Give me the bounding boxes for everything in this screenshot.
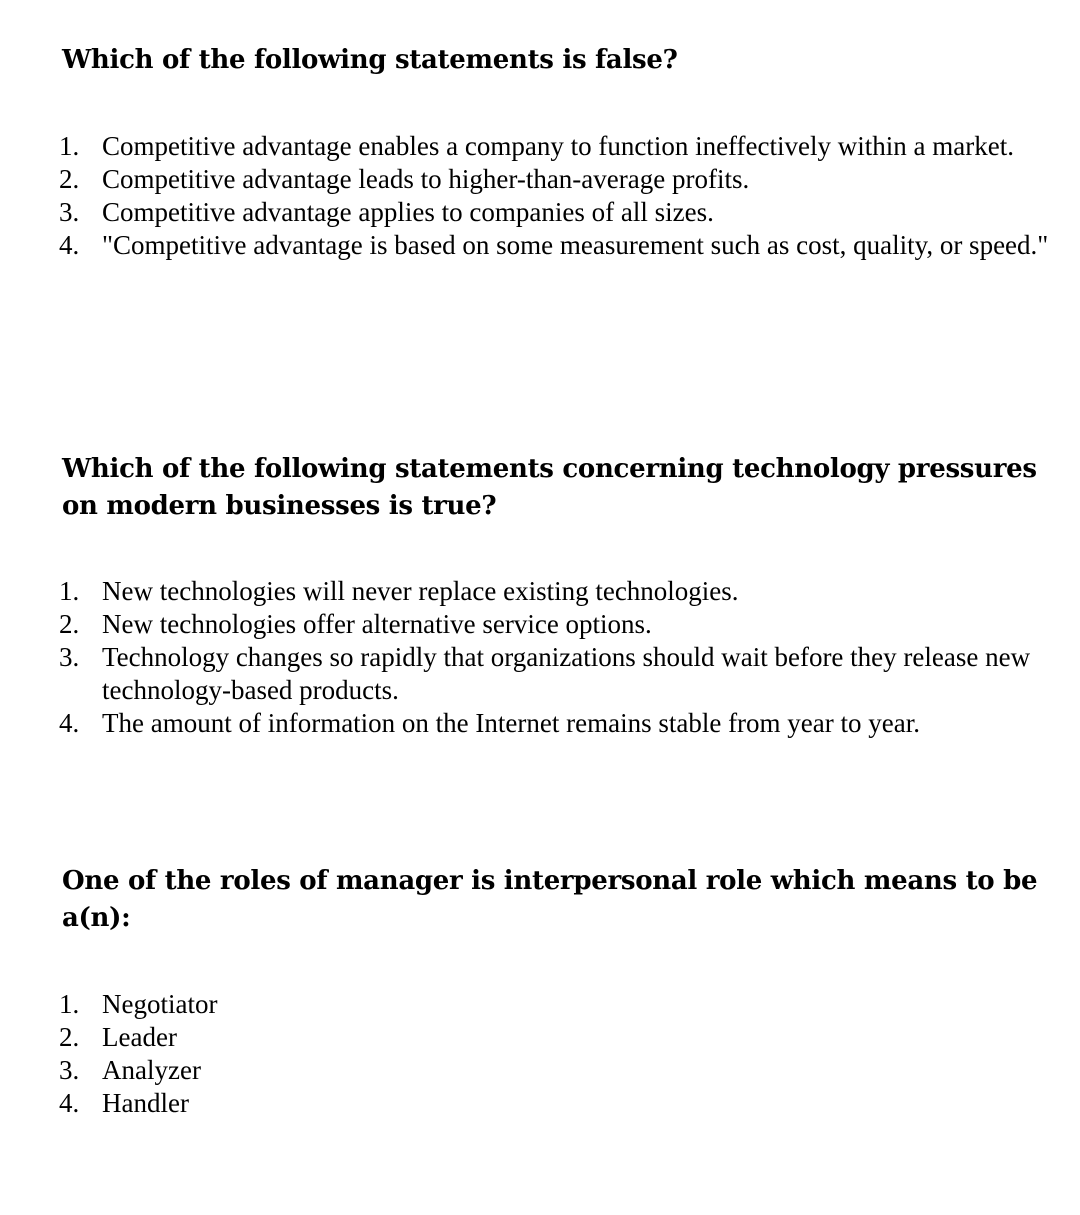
- option-text: Leader: [102, 1022, 177, 1052]
- option-item: [59, 641, 1078, 707]
- option-item: [59, 1054, 1078, 1087]
- option-number: 1.: [59, 131, 80, 161]
- option-text: Competitive advantage applies to companies of all sizes.: [102, 197, 714, 227]
- option-text: Negotiator: [102, 989, 218, 1019]
- option-text: "Competitive advantage is based on some measurement such as cost, quality, or speed.": [102, 230, 1049, 260]
- option-number: 2.: [59, 609, 80, 639]
- option-number: 2.: [59, 1022, 80, 1052]
- option-number: 1.: [59, 989, 80, 1019]
- option-number: 4.: [59, 1088, 80, 1118]
- question-1-options: [59, 130, 1078, 262]
- option-text: Competitive advantage enables a company to function ineffectively within a market.: [102, 131, 1014, 161]
- option-number: 1.: [59, 576, 80, 606]
- option-item: [59, 130, 1078, 163]
- option-text: Analyzer: [102, 1055, 201, 1085]
- question-3-options: [59, 988, 1078, 1120]
- option-number: 4.: [59, 230, 80, 260]
- option-number: 3.: [59, 642, 80, 672]
- question-3-title: One of the roles of manager is interpersonal role which means to be a(n):: [62, 866, 1038, 933]
- question-2: [59, 451, 1072, 738]
- option-item: [59, 988, 1078, 1021]
- option-item: [59, 196, 1078, 229]
- question-2-options: [59, 575, 1078, 740]
- question-3: [59, 863, 1072, 1118]
- option-text: The amount of information on the Internet remains stable from year to year.: [102, 708, 920, 738]
- option-text: New technologies will never replace existing technologies.: [102, 576, 739, 606]
- option-item: [59, 1021, 1078, 1054]
- option-text: New technologies offer alternative service options.: [102, 609, 652, 639]
- option-number: 3.: [59, 197, 80, 227]
- question-2-title: Which of the following statements concerning technology pressures on modern businesses is true?: [62, 454, 1037, 521]
- option-number: 2.: [59, 164, 80, 194]
- option-text: Technology changes so rapidly that organizations should wait before they release new technology-based products.: [102, 642, 1031, 705]
- option-item: [59, 163, 1078, 196]
- option-item: [59, 707, 1078, 740]
- question-1: [59, 42, 1072, 260]
- option-number: 3.: [59, 1055, 80, 1085]
- question-1-title: Which of the following statements is false?: [62, 45, 678, 75]
- option-item: [59, 229, 1078, 262]
- option-text: Handler: [102, 1088, 189, 1118]
- option-number: 4.: [59, 708, 80, 738]
- option-item: [59, 608, 1078, 641]
- option-item: [59, 575, 1078, 608]
- option-item: [59, 1087, 1078, 1120]
- option-text: Competitive advantage leads to higher-than-average profits.: [102, 164, 750, 194]
